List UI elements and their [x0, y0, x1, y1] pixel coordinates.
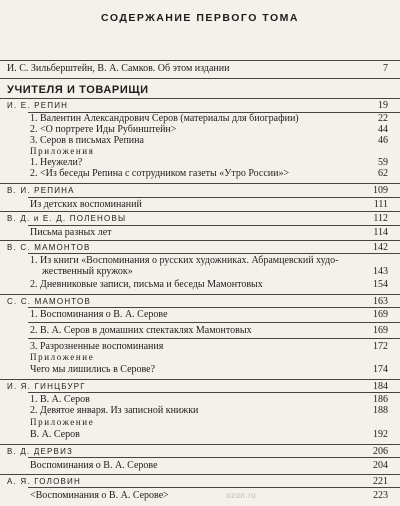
divider: [28, 457, 400, 458]
page-number: 22: [378, 113, 388, 124]
divider: [28, 487, 400, 488]
entry-text: Письма разных лет: [30, 227, 112, 238]
divider: [28, 392, 400, 393]
page-number: 143: [373, 266, 388, 277]
page-number: 169: [373, 325, 388, 336]
page-number: 221: [373, 476, 388, 487]
author-name: В. Д. и Е. Д. ПОЛЕНОВЫ: [7, 214, 127, 223]
divider: [0, 379, 400, 380]
divider: [28, 197, 400, 198]
entry-text: 1. Валентин Александрович Серов (материалы для биографии): [30, 113, 299, 124]
page-number: 46: [378, 135, 388, 146]
page-number: 19: [378, 100, 388, 111]
divider: [28, 322, 400, 323]
entry-text: 2. <Из беседы Репина с сотрудником газеты «Утро России»>: [30, 168, 290, 179]
page-number: 174: [373, 364, 388, 375]
page-number: 59: [378, 157, 388, 168]
page-number: 172: [373, 341, 388, 352]
appendix-label: Приложения: [30, 146, 95, 156]
author-name: В. С. МАМОНТОВ: [7, 243, 91, 252]
divider: [0, 240, 400, 241]
page-number: 206: [373, 446, 388, 457]
entry-text: 1. В. А. Серов: [30, 394, 90, 405]
divider: [0, 98, 400, 99]
divider: [28, 253, 400, 254]
section-heading: УЧИТЕЛЯ И ТОВАРИЩИ: [7, 84, 149, 96]
divider: [0, 294, 400, 295]
divider: [28, 225, 400, 226]
divider: [0, 60, 400, 61]
page-number: 192: [373, 429, 388, 440]
page-number: 112: [373, 213, 388, 224]
page-number: 44: [378, 124, 388, 135]
page-number: 204: [373, 460, 388, 471]
page-number: 223: [373, 490, 388, 501]
divider: [28, 307, 400, 308]
entry-text: Из детских воспоминаний: [30, 199, 142, 210]
page-number: 111: [373, 199, 388, 210]
divider: [28, 338, 400, 339]
appendix-label: Приложение: [30, 417, 95, 427]
page-number: 142: [373, 242, 388, 253]
divider: [0, 78, 400, 79]
entry-text: 2. Девятое января. Из записной книжки: [30, 405, 199, 416]
divider: [0, 474, 400, 475]
page-number: 186: [373, 394, 388, 405]
entry-text: 2. <О портрете Иды Рубинштейн>: [30, 124, 177, 135]
author-name: А. Я. ГОЛОВИН: [7, 477, 81, 486]
entry-text: В. А. Серов: [30, 429, 80, 440]
watermark: ozon.ru: [226, 491, 257, 500]
page-number: 114: [373, 227, 388, 238]
entry-text: <Воспоминания о В. А. Серове>: [30, 490, 169, 501]
divider: [0, 444, 400, 445]
entry-text: 1. Неужели?: [30, 157, 83, 168]
page-number: 188: [373, 405, 388, 416]
entry-text: 1. Воспоминания о В. А. Серове: [30, 309, 168, 320]
page-number: 184: [373, 381, 388, 392]
entry-text: 2. Дневниковые записи, письма и беседы Мамонтовых: [30, 279, 263, 290]
page-number: 154: [373, 279, 388, 290]
page-number: 7: [383, 63, 388, 74]
divider: [0, 211, 400, 212]
entry-text: жественный кружок»: [42, 266, 133, 277]
entry-text: Чего мы лишились в Серове?: [30, 364, 156, 375]
entry-text: Воспоминания о В. А. Серове: [30, 460, 158, 471]
entry-text: 1. Из книги «Воспоминания о русских художниках. Абрамцевский худо-: [30, 255, 339, 266]
author-name: И. Е. РЕПИН: [7, 101, 69, 110]
appendix-label: Приложение: [30, 352, 95, 362]
entry-text: 3. Разрозненные воспоминания: [30, 341, 164, 352]
page-number: 169: [373, 309, 388, 320]
divider: [0, 183, 400, 184]
author-name: И. Я. ГИНЦБУРГ: [7, 382, 86, 391]
entry-text: 3. Серов в письмах Репина: [30, 135, 144, 146]
entry-text: 2. В. А. Серов в домашних спектаклях Мамонтовых: [30, 325, 252, 336]
author-name: С. С. МАМОНТОВ: [7, 297, 91, 306]
page-number: 109: [373, 185, 388, 196]
author-name: В. Д. ДЕРВИЗ: [7, 447, 74, 456]
author-name: В. И. РЕПИНА: [7, 186, 75, 195]
page-number: 62: [378, 168, 388, 179]
page-number: 163: [373, 296, 388, 307]
entry-text: И. С. Зильберштейн, В. А. Самков. Об этом издании: [7, 63, 230, 74]
page-title: СОДЕРЖАНИЕ ПЕРВОГО ТОМА: [101, 12, 299, 24]
